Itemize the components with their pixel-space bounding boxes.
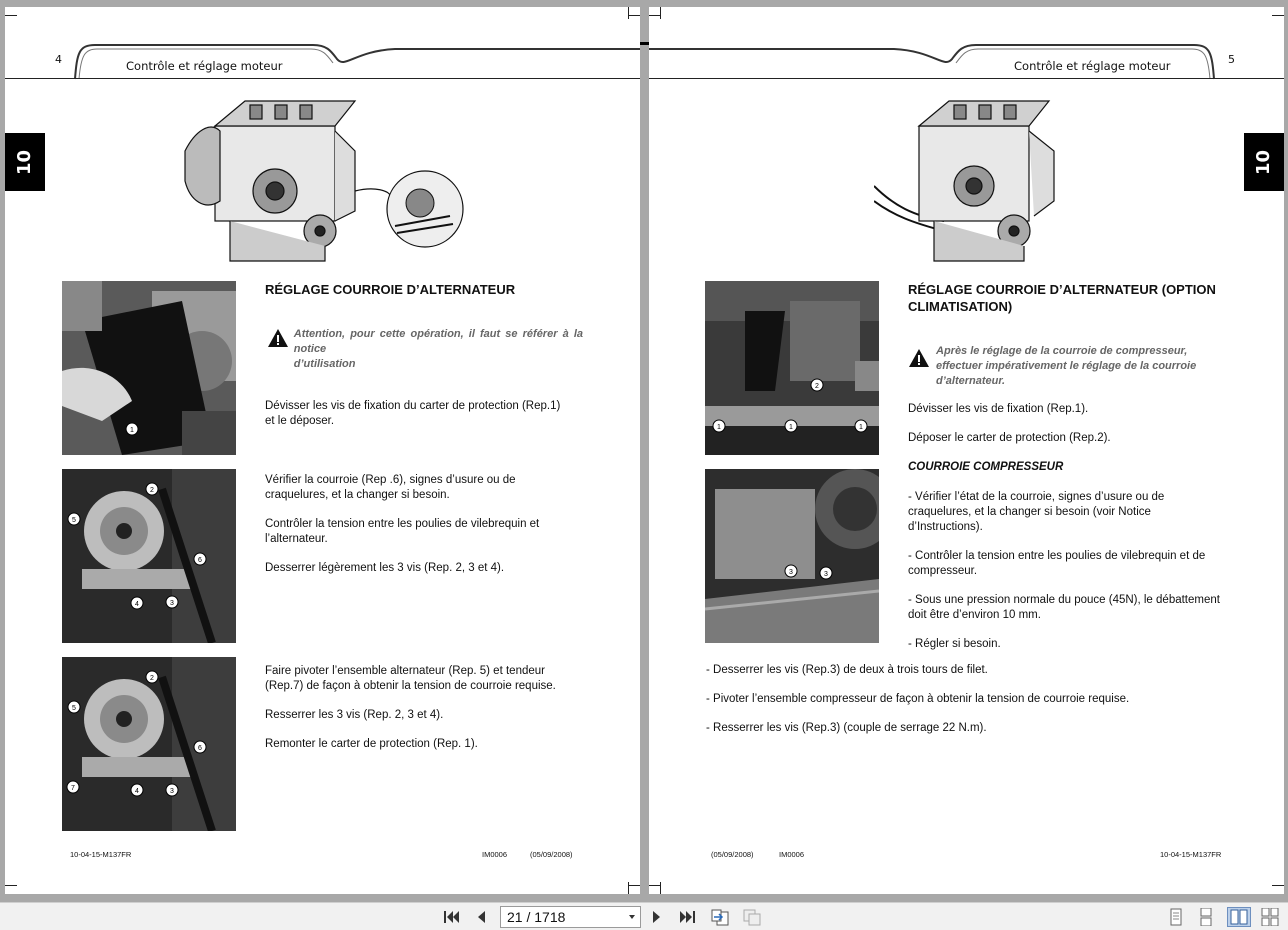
paragraph: Contrôler la tension entre les poulies de vilebrequin et l’alternateur.: [265, 518, 540, 545]
warning-icon: [267, 327, 288, 349]
paragraph: - Desserrer les vis (Rep.3) de deux à trois tours de filet.: [706, 664, 988, 676]
last-page-button[interactable]: [677, 907, 699, 927]
total-pages: 1718: [534, 909, 566, 925]
footer-reference: 10-04-15-M137FR: [1160, 850, 1222, 859]
section-title: RÉGLAGE COURROIE D’ALTERNATEUR: [265, 282, 516, 297]
paragraph: - Pivoter l’ensemble compresseur de façon à obtenir la tension de courroie requise.: [706, 693, 1130, 705]
page-selector[interactable]: [500, 906, 641, 928]
page-number: 4: [55, 53, 62, 66]
footer-reference: 10-04-15-M137FR: [70, 850, 132, 859]
footer-date: (05/09/2008): [711, 850, 754, 859]
current-page-value[interactable]: 21: [507, 909, 523, 925]
left-page: [5, 7, 640, 894]
svg-text:2: 2: [815, 383, 819, 390]
first-page-icon: [442, 909, 460, 925]
continuous-view-button[interactable]: [1195, 907, 1217, 927]
page-header-title: Contrôle et réglage moteur: [126, 59, 283, 73]
paragraph: Dévisser les vis de fixation (Rep.1).: [908, 403, 1089, 415]
go-forward-button[interactable]: [741, 907, 763, 927]
svg-text:5: 5: [72, 705, 76, 712]
paragraph: - Régler si besoin.: [908, 638, 1001, 650]
svg-text:1: 1: [859, 424, 863, 431]
crop-mark: [5, 15, 17, 16]
engine-illustration: [874, 91, 1074, 271]
crop-mark: [628, 15, 640, 16]
warning-icon: [908, 347, 930, 369]
paragraph: Remonter le carter de protection (Rep. 1).: [265, 738, 478, 750]
svg-text:4: 4: [135, 601, 139, 608]
photo-carter-removal: [62, 281, 236, 455]
paragraph: Faire pivoter l’ensemble alternateur (Rep. 5) et tendeur (Rep.7) de façon à obtenir la tension de courroie requise.: [265, 665, 556, 692]
svg-text:1: 1: [130, 427, 134, 434]
go-back-button[interactable]: [709, 907, 731, 927]
last-page-icon: [679, 909, 697, 925]
paragraph: Desserrer légèrement les 3 vis (Rep. 2, 3 et 4).: [265, 562, 505, 574]
spread-joint: [640, 42, 649, 45]
next-page-icon: [650, 909, 664, 925]
previous-page-icon: [474, 909, 488, 925]
single-page-view-button[interactable]: [1165, 907, 1187, 927]
crop-mark: [660, 7, 661, 19]
single-page-view-icon: [1168, 908, 1184, 926]
go-forward-icon: [742, 908, 762, 926]
right-page: [649, 7, 1284, 894]
svg-text:3: 3: [824, 571, 828, 578]
photo-alternator-belt: [62, 469, 236, 643]
footer-code: IM0006: [779, 850, 805, 859]
chevron-down-icon[interactable]: [629, 915, 635, 919]
section-title: RÉGLAGE COURROIE D’ALTERNATEUR (OPTION CLIMATISATION): [908, 282, 1216, 314]
crop-mark: [1272, 885, 1284, 886]
crop-mark: [1272, 15, 1284, 16]
navigation-toolbar: [0, 902, 1288, 930]
header-rule: [5, 78, 640, 79]
chapter-tab: 10: [5, 133, 45, 191]
svg-text:5: 5: [72, 517, 76, 524]
paragraph: Resserrer les 3 vis (Rep. 2, 3 et 4).: [265, 709, 444, 721]
two-page-continuous-view-icon: [1261, 908, 1279, 926]
paragraph: Dévisser les vis de fixation du carter de protection (Rep.1) et le déposer.: [265, 400, 561, 427]
paragraph: - Resserrer les vis (Rep.3) (couple de serrage 22 N.m).: [706, 722, 987, 734]
svg-text:2: 2: [150, 487, 154, 494]
svg-text:1: 1: [717, 424, 721, 431]
photo-ac-carter: [705, 281, 879, 455]
two-page-view-button[interactable]: [1227, 907, 1251, 927]
previous-page-button[interactable]: [470, 907, 492, 927]
paragraph: Vérifier la courroie (Rep .6), signes d’usure ou de craquelures, et la changer si besoin.: [265, 474, 516, 501]
page-number: 5: [1228, 53, 1235, 66]
svg-text:1: 1: [789, 424, 793, 431]
continuous-view-icon: [1198, 908, 1214, 926]
crop-mark: [660, 882, 661, 894]
subheading: COURROIE COMPRESSEUR: [908, 461, 1064, 473]
crop-mark: [5, 885, 17, 886]
go-back-icon: [710, 908, 730, 926]
svg-text:7: 7: [71, 785, 75, 792]
svg-text:3: 3: [170, 600, 174, 607]
two-page-view-icon: [1230, 909, 1248, 925]
page-separator: /: [526, 909, 531, 925]
warning-note: Attention, pour cette opération, il faut se référer à la notice d’utilisation: [267, 327, 583, 372]
paragraph: - Vérifier l’état de la courroie, signes d’usure ou de craquelures, et la changer si besoin (voir Notice d’Instructions).: [908, 491, 1165, 533]
chapter-tab: 10: [1244, 133, 1284, 191]
footer-code: IM0006: [482, 850, 508, 859]
svg-text:2: 2: [150, 675, 154, 682]
engine-illustration: [175, 91, 465, 271]
header-rule: [649, 78, 1284, 79]
photo-alternator-tensioner: [62, 657, 236, 831]
footer-date: (05/09/2008): [530, 850, 573, 859]
first-page-button[interactable]: [440, 907, 462, 927]
svg-text:6: 6: [198, 745, 202, 752]
paragraph: Déposer le carter de protection (Rep.2).: [908, 432, 1111, 444]
photo-compressor: [705, 469, 879, 643]
crop-mark: [628, 885, 640, 886]
two-page-continuous-view-button[interactable]: [1259, 907, 1281, 927]
next-page-button[interactable]: [646, 907, 668, 927]
crop-mark: [628, 7, 629, 19]
paragraph: - Contrôler la tension entre les poulies de vilebrequin et de compresseur.: [908, 550, 1206, 577]
svg-text:6: 6: [198, 557, 202, 564]
svg-text:4: 4: [135, 788, 139, 795]
paragraph: - Sous une pression normale du pouce (45N), le débattement doit être d’environ 10 mm.: [908, 594, 1220, 621]
crop-mark: [628, 882, 629, 894]
warning-note: Après le réglage de la courroie de compresseur, effectuer impérativement le réglage de la courroie d’alternateur.: [908, 344, 1224, 389]
svg-text:3: 3: [170, 788, 174, 795]
svg-text:3: 3: [789, 569, 793, 576]
page-header-title: Contrôle et réglage moteur: [1014, 59, 1171, 73]
